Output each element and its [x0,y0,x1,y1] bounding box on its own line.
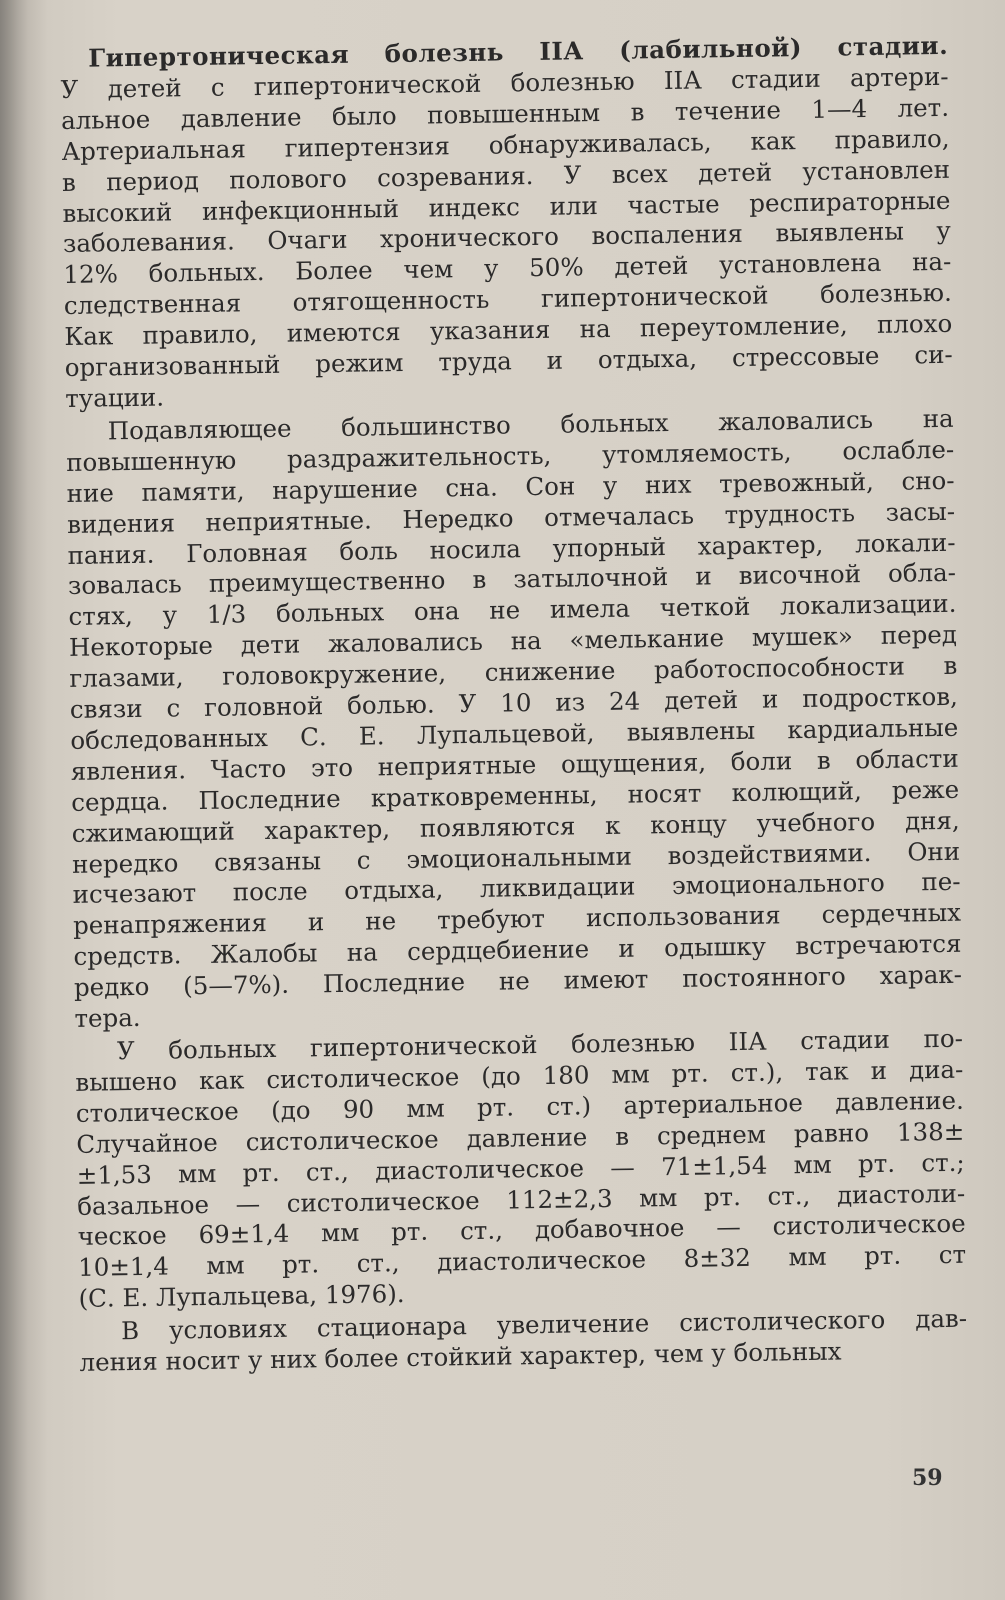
text-line: базальное — систолическое 112±2,3 мм рт. ст., диастоли- [77,1178,966,1221]
text-line: исчезают после отдыха, ликвидации эмоционального пе- [72,867,961,910]
text-line: высокий инфекционный индекс или частые респираторные [62,185,951,228]
text-line: Подавляющее большинство больных жаловались на [107,403,954,446]
text-line: видения неприятные. Нередко отмечалась трудность засы- [66,496,956,539]
text-line: ±1,53 мм рт. ст., диастолическое — 71±1,54 мм рт. ст.; [76,1147,965,1190]
page-text [60,31,968,1381]
paragraph [60,62,953,415]
text-line: организованный режим труда и отдыха, стрессовые си- [64,339,953,383]
text-line: сердца. Последние кратковременны, носят колющий, реже [71,774,960,817]
page-number: 59 [912,1465,943,1491]
text-line: следственная отягощенность гипертонической болезнью. [63,278,953,321]
text-line: У больных гипертонической болезнью IIА стадии по- [116,1023,964,1066]
text-line: 12% больных. Более чем у 50% детей установлена на- [63,247,952,290]
text-line: Некоторые дети жаловались на «мелькание мушек» перед [68,619,958,663]
text-line: ние памяти, нарушение сна. Сон у них тревожный, сно- [66,465,955,508]
text-line: заболевания. Очаги хронического воспаления выявлены у [62,216,952,259]
text-line: тера. [74,1003,141,1033]
text-line: повышенную раздражительность, утомляемость, ослабле- [65,434,955,477]
text-line: зовалась преимущественно в затылочной и височной обла- [67,558,957,601]
text-line: ления носит у них более стойкий характер, чем у больных [79,1336,842,1377]
paragraph [75,1024,967,1315]
text-line: Как правило, имеются указания на переутомление, плохо [64,308,953,352]
text-line: редко (5—7%). Последние не имеют постоянного харак- [73,959,963,1003]
body-paragraphs [60,62,967,1379]
text-line: глазами, головокружение, снижение работоспособности в [69,650,958,694]
text-line: Случайное систолическое давление в среднем равно 138± [76,1116,965,1159]
text-line: столическое (до 90 мм рт. ст.) артериальное давление. [75,1085,964,1128]
text-line: туации. [65,382,165,413]
text-line: 10±1,4 мм рт. ст., диастолическое 8±32 мм рт. ст [77,1240,967,1283]
text-line: альное давление было повышенным в течение 1—4 лет. [60,92,950,135]
text-line: сжимающий характер, появляются к концу учебного дня, [71,805,960,848]
section-heading: Гипертоническая болезнь IIА (лабильной) стадии. [87,30,949,73]
text-line: У детей с гипертонической болезнью IIА стадии артери- [60,61,949,104]
paragraph [66,404,963,1035]
text-line: пания. Головная боль носила упорный характер, локали- [67,527,956,570]
text-line: в период полового созревания. У всех детей установлен [61,154,951,197]
text-line: В условиях стационара увеличение систолического дав- [120,1303,968,1346]
text-line: средств. Жалобы на сердцебиение и одышку встречаются [73,929,962,972]
text-line: вышено как систолическое (до 180 мм рт. ст.), так и диа- [75,1054,964,1097]
text-line: (С. Е. Лупальцева, 1976). [78,1279,405,1314]
paragraph [79,1304,968,1379]
text-line: Артериальная гипертензия обнаруживалась, как правило, [61,123,950,166]
text-line: ческое 69±1,4 мм рт. ст., добавочное — систолическое [77,1209,966,1252]
text-line: обследованных С. Е. Лупальцевой, выявлены кардиальные [70,712,959,755]
text-line: нередко связаны с эмоциональными воздействиями. Они [71,836,961,879]
text-line: стях, у 1/3 больных она не имела четкой локализации. [68,589,957,632]
text-line: связи с головной болью. У 10 из 24 детей и подростков, [69,681,958,724]
text-line: ренапряжения и не требуют использования сердечных [72,898,962,941]
text-line: явления. Часто это неприятные ощущения, боли в области [70,743,959,786]
